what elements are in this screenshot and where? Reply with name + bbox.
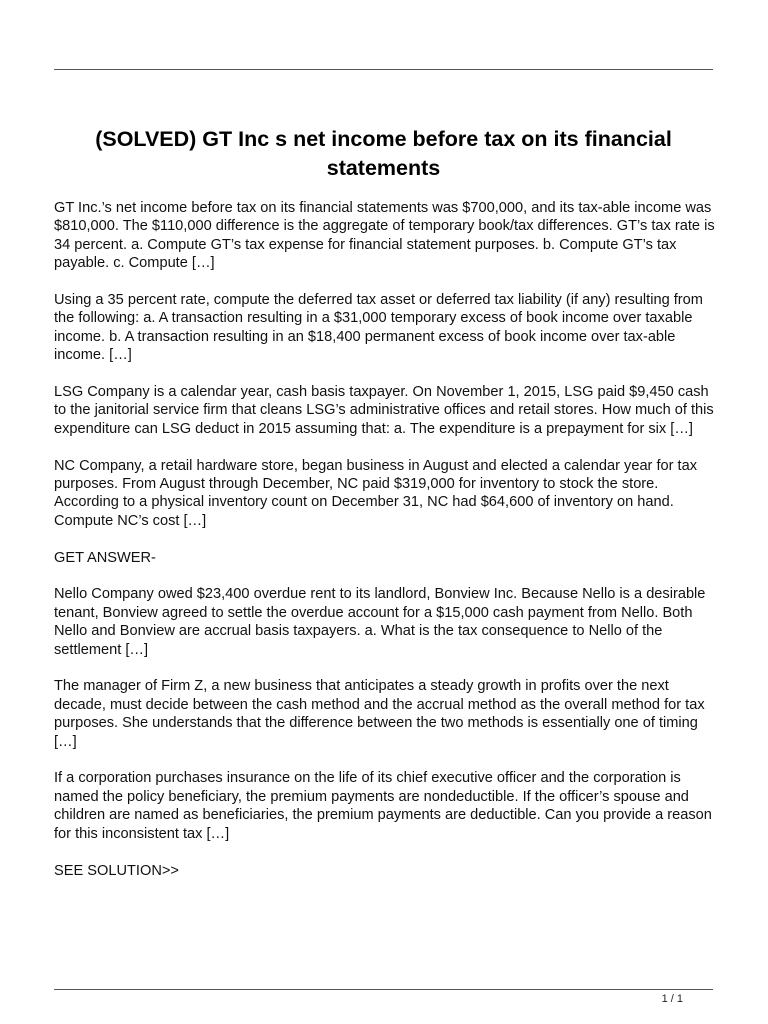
paragraph-firm-z: The manager of Firm Z, a new business that anticipates a steady growth in profits over the next decade, must decide between the cash method and the accrual method as the overall method for tax purposes. She understands that the difference between the two methods is essentially one of timing […] [54, 678, 705, 750]
document-body [54, 199, 716, 898]
paragraph-nello-company: Nello Company owed $23,400 overdue rent to its landlord, Bonview Inc. Because Nello is a desirable tenant, Bonview agreed to settle the overdue account for a $15,000 cash payment from Nello. Both Nello and Bonview are accrual basis taxpayers. a. What is the tax consequence to Nello of the settlement […] [54, 586, 706, 658]
page-number: 1 / 1 [661, 993, 683, 1005]
paragraph-life-insurance: If a corporation purchases insurance on the life of its chief executive officer and the corporation is named the policy beneficiary, the premium payments are nondeductible. If the officer’s spouse and children are named as beneficiaries, the premium payments are deductible. Can you provide a reason for this inconsistent tax […] [54, 770, 712, 842]
document-title: (SOLVED) GT Inc s net income before tax on its financial statements [95, 127, 672, 180]
get-answer-link[interactable]: GET ANSWER- [54, 549, 156, 566]
footer-rule [54, 989, 713, 990]
paragraph-gt-inc: GT Inc.’s net income before tax on its financial statements was $700,000, and its tax-able income was $810,000. The $110,000 difference is the aggregate of temporary book/tax differences. GT’s tax rate is 34 percent. a. Compute GT’s tax expense for financial statement purposes. b. Compute GT’s tax payable. c. Compute […] [54, 200, 715, 272]
paragraph-nc-company: NC Company, a retail hardware store, began business in August and elected a calendar year for tax purposes. From August through December, NC paid $319,000 for inventory to stock the store. According to a physical inventory count on December 31, NC had $64,600 of inventory on hand. Compute NC’s cost […] [54, 457, 698, 529]
header-rule [54, 69, 713, 70]
see-solution-link[interactable]: SEE SOLUTION>> [54, 862, 179, 879]
paragraph-deferred-tax: Using a 35 percent rate, compute the deferred tax asset or deferred tax liability (if any) resulting from the following: a. A transaction resulting in a $31,000 temporary excess of book income over taxable income. b. A transaction resulting in an $18,400 permanent excess of book income over tax-able income. […] [54, 292, 703, 364]
paragraph-lsg-company: LSG Company is a calendar year, cash basis taxpayer. On November 1, 2015, LSG paid $9,450 cash to the janitorial service firm that cleans LSG’s administrative offices and retail stores. How much of this expenditure can LSG deduct in 2015 assuming that: a. The expenditure is a prepayment for six […] [54, 384, 714, 437]
